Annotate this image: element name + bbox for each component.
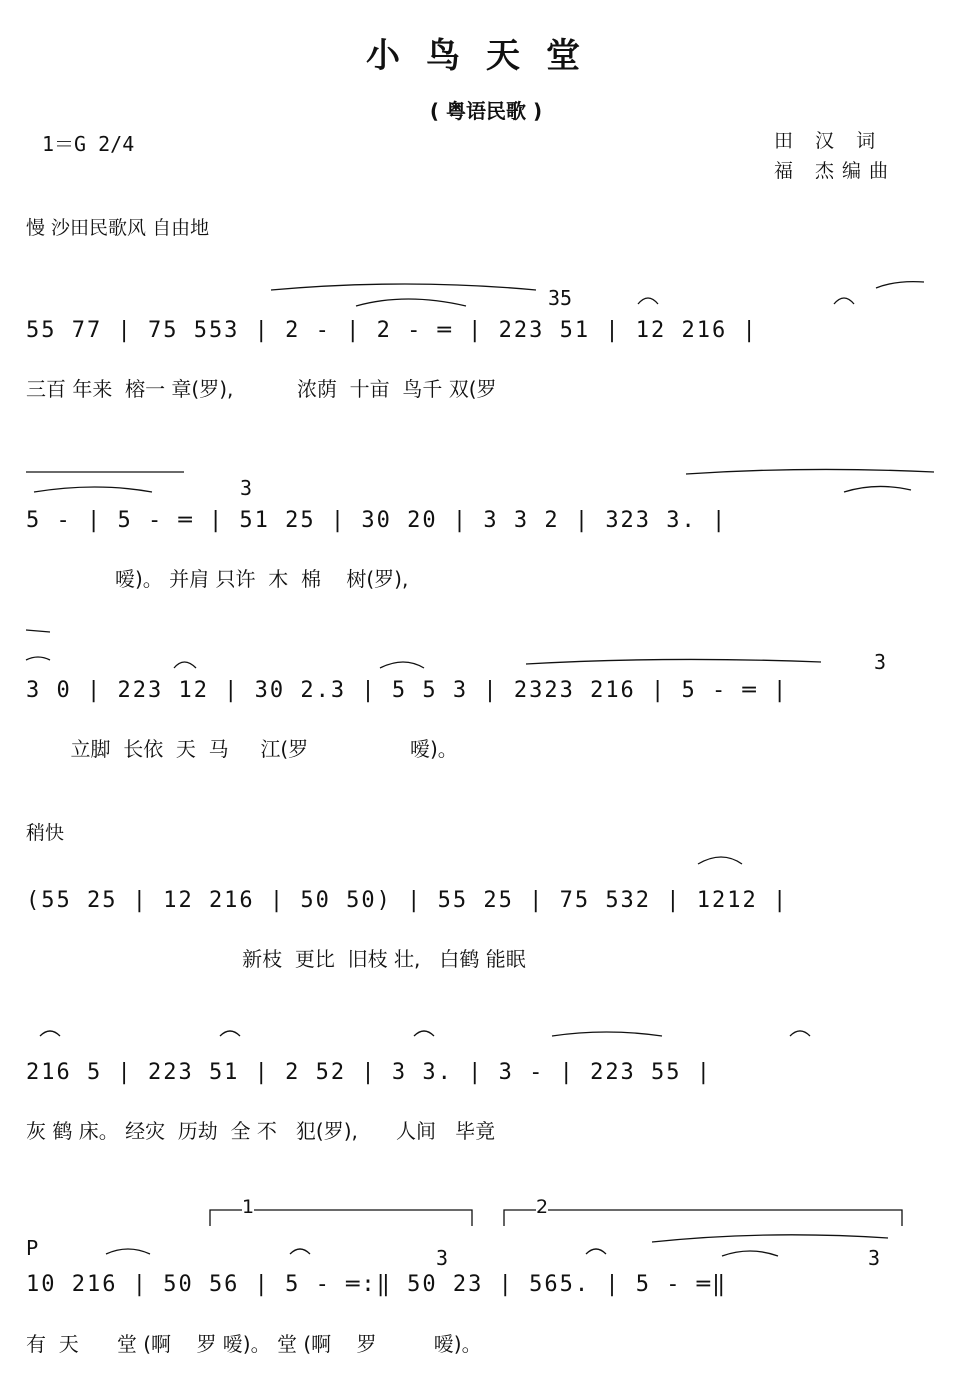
lyrics-line: 有 天 堂 (啊 罗 嗳)。 堂 (啊 罗 嗳)。 [26, 1332, 482, 1356]
subtitle: ( 粤语民歌 ) [429, 99, 543, 123]
fermata-mark: 35 [548, 286, 573, 310]
notation-line: 3 0 | 223 12 | 30 2.3 | 5 5 3 | 2323 216 | 5 - ═ | [26, 678, 789, 703]
notation-line: 55 77 | 75 553 | 2 - | 2 - ═ | 223 51 | 12 216 | [26, 318, 758, 343]
lyricist-credit: 田 汉 词 [774, 130, 884, 152]
fermata-mark: 3 [874, 650, 887, 674]
dynamic-marking: P [26, 1236, 39, 1260]
fermata-mark: 3 [240, 476, 253, 500]
lyrics-line: 三百 年来 榕一 章(罗), 浓荫 十亩 鸟千 双(罗 [26, 377, 497, 401]
lyrics-line: 灰 鹤 床。 经灾 历劫 全 不 犯(罗), 人间 毕竟 [26, 1119, 496, 1143]
composer-credit: 福 杰编曲 [774, 160, 897, 182]
key-signature: 1＝G 2/4 [42, 132, 135, 156]
fermata-mark: 3 [436, 1246, 449, 1270]
lyrics-line: 嗳)。 并肩 只许 木 棉 树(罗), [26, 567, 409, 591]
score-line-2 [26, 470, 942, 610]
notation-line: 10 216 | 50 56 | 5 - ═:‖ 50 23 | 565. | 5 - ═‖ [26, 1272, 728, 1297]
notation-line: 216 5 | 223 51 | 2 52 | 3 3. | 3 - | 223 55 | [26, 1060, 713, 1085]
volta-label: 1 [242, 1196, 255, 1218]
page-title: 小鸟天堂 [366, 36, 606, 76]
lyrics-line: 立脚 长依 天 马 江(罗 嗳)。 [26, 737, 458, 761]
notation-line: 5 - | 5 - ═ | 51 25 | 30 20 | 3 3 2 | 323 3. | [26, 508, 728, 533]
score-line-6 [26, 1196, 942, 1356]
tempo-marking-faster: 稍快 [26, 822, 65, 844]
fermata-mark: 3 [868, 1246, 881, 1270]
volta-brackets [26, 1196, 942, 1336]
lyrics-line: 新枝 更比 旧枝 壮, 白鹤 能眠 [26, 947, 526, 971]
score-line-4 [26, 850, 942, 990]
volta-label: 2 [536, 1196, 549, 1218]
score-line-5 [26, 1022, 942, 1162]
notation-line: (55 25 | 12 216 | 50 50) | 55 25 | 75 532 | 1212 | [26, 888, 789, 913]
tempo-marking-slow: 慢 沙田民歌风 自由地 [26, 217, 210, 239]
score-line-3 [26, 640, 942, 780]
score-line-1 [26, 280, 942, 420]
